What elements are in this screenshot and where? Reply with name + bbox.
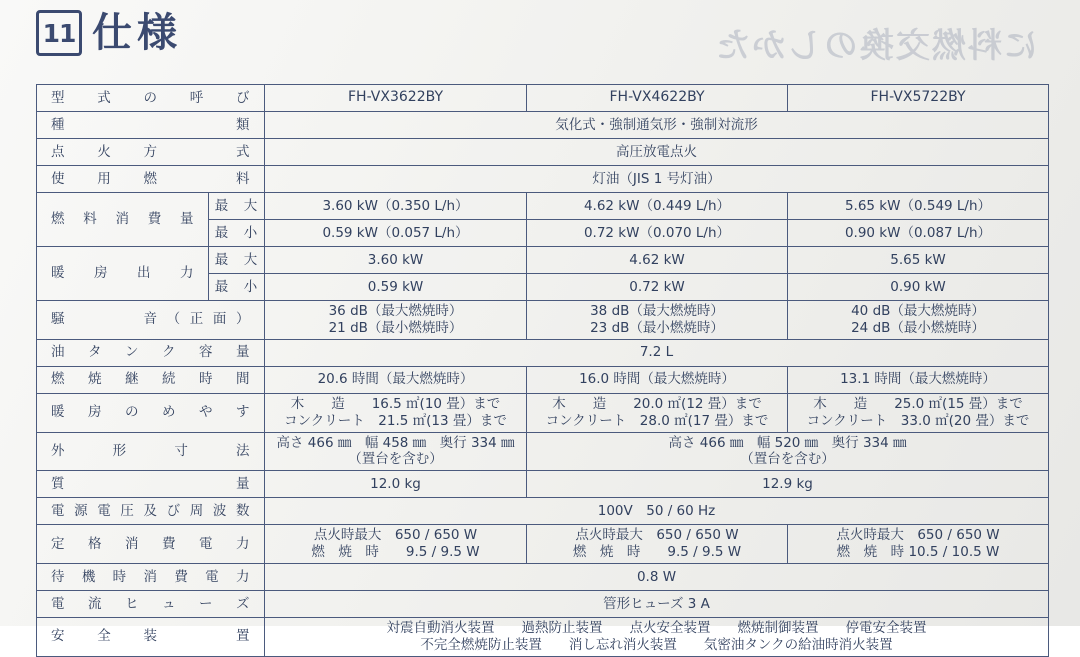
row-label: 暖 房 出 力 — [37, 247, 209, 301]
table-row-dimensions — [37, 432, 1049, 471]
value-line-2: 不完全燃焼防止装置 消し忘れ消火装置 気密油タンクの給油時消火装置 — [420, 636, 893, 653]
value-line-1: 点火時最大 650 / 650 W — [836, 527, 1000, 544]
value-cell-2: 4.62 kW — [527, 247, 788, 274]
row-label: 待 機 時 消 費 電 力 — [37, 564, 265, 591]
row-sublabel: 最 大 — [209, 193, 265, 220]
row-sublabel: 最 大 — [209, 247, 265, 274]
row-value: 灯油（JIS 1 号灯油） — [265, 166, 1049, 193]
model-cell-1: FH-VX3622BY — [265, 85, 527, 112]
value-line-2: 燃 焼 時 9.5 / 9.5 W — [311, 544, 480, 561]
value-cell-1: 0.59 kW — [265, 274, 527, 301]
model-cell-3: FH-VX5722BY — [788, 85, 1049, 112]
row-value: 高圧放電点火 — [265, 139, 1049, 166]
value-line-1: 38 dB（最大燃焼時） — [590, 303, 724, 319]
value-line-1: 点火時最大 650 / 650 W — [313, 527, 478, 544]
value-cell-3: 13.1 時間（最大燃焼時） — [788, 366, 1049, 393]
row-label: 電源電圧及び周波数 — [37, 498, 265, 525]
value-line-2: 24 dB（最小燃焼時） — [851, 319, 985, 336]
value-cell-3: 5.65 kW — [788, 247, 1049, 274]
value-line-1: 木 造 16.5 ㎡(10 畳）まで — [290, 395, 501, 412]
row-label: 質 量 — [37, 471, 265, 498]
table-row-noise — [37, 301, 1049, 340]
value-line-2: 燃 焼 時 10.5 / 10.5 W — [836, 544, 1000, 561]
value-line-1: 高さ 466 ㎜ 幅 520 ㎜ 奥行 334 ㎜ — [668, 434, 907, 451]
table-row-weight — [37, 471, 1049, 498]
value-cell-1: 3.60 kW — [265, 247, 527, 274]
value-cell-1: 0.59 kW（0.057 L/h） — [265, 220, 527, 247]
value-line-2: （置台を含む） — [348, 451, 443, 468]
row-label: 安 全 装 置 — [37, 618, 265, 657]
row-value — [265, 618, 1049, 657]
value-line-1: 40 dB（最大燃焼時） — [851, 303, 985, 319]
value-cell-1: 20.6 時間（最大燃焼時） — [265, 366, 527, 393]
value-cell-2: 0.72 kW（0.070 L/h） — [527, 220, 788, 247]
table-row-power-supply — [37, 498, 1049, 525]
row-label: 燃 焼 継 続 時 間 — [37, 366, 265, 393]
row-label: 騒 音（正面） — [37, 301, 265, 340]
value-cell-1 — [265, 525, 527, 564]
table-row-fuse — [37, 591, 1049, 618]
specification-table — [36, 84, 1049, 657]
value-line-2: 21 dB（最小燃焼時） — [328, 319, 463, 336]
value-cell-3: 0.90 kW（0.087 L/h） — [788, 220, 1049, 247]
value-line-2: （置台を含む） — [740, 451, 835, 468]
table-row-standby-power — [37, 564, 1049, 591]
table-row-model — [37, 85, 1049, 112]
table-row-heating-area — [37, 393, 1049, 432]
value-line-1: 木 造 20.0 ㎡(12 畳）まで — [552, 395, 762, 412]
value-line-1: 対震自動消火装置 過熱防止装置 点火安全装置 燃焼制御装置 停電安全装置 — [386, 620, 927, 636]
reverse-page-ghost-text: に料燃交換のしかた — [714, 26, 1038, 66]
page-title: 仕様 — [92, 10, 182, 56]
value-cell-3 — [788, 525, 1049, 564]
row-label: 油 タ ン ク 容 量 — [37, 339, 265, 366]
row-value: 100V 50 / 60 Hz — [265, 498, 1049, 525]
value-cell-2 — [527, 393, 788, 432]
row-label: 燃 料 消 費 量 — [37, 193, 209, 247]
chapter-number-badge: 11 — [36, 10, 82, 56]
value-cell-2: 0.72 kW — [527, 274, 788, 301]
value-line-2: 23 dB（最小燃焼時） — [590, 319, 724, 336]
value-line-2: コンクリート 28.0 ㎡(17 畳）まで — [545, 412, 769, 429]
value-cell-2: 12.9 kg — [527, 471, 1049, 498]
table-row-fuel — [37, 166, 1049, 193]
value-line-1: 36 dB（最大燃焼時） — [328, 303, 463, 319]
value-line-1: 木 造 25.0 ㎡(15 畳）まで — [813, 395, 1023, 412]
table-row-safety-devices — [37, 618, 1049, 657]
value-cell-1: 3.60 kW（0.350 L/h） — [265, 193, 527, 220]
value-cell-2 — [527, 525, 788, 564]
table-row-type — [37, 112, 1049, 139]
value-line-1: 高さ 466 ㎜ 幅 458 ㎜ 奥行 334 ㎜ — [276, 434, 515, 451]
row-label: 点 火 方 式 — [37, 139, 265, 166]
page-header — [36, 10, 182, 56]
table-row-rated-power — [37, 525, 1049, 564]
row-label: 暖 房 の め や す — [37, 393, 265, 432]
value-cell-1: 12.0 kg — [265, 471, 527, 498]
table-row-burn-duration — [37, 366, 1049, 393]
value-line-2: 燃 焼 時 9.5 / 9.5 W — [572, 544, 742, 561]
row-label: 定 格 消 費 電 力 — [37, 525, 265, 564]
value-line-2: コンクリート 21.5 ㎡(13 畳）まで — [284, 412, 507, 429]
row-label: 外 形 寸 法 — [37, 432, 265, 471]
value-cell-1 — [265, 432, 527, 471]
value-cell-3: 0.90 kW — [788, 274, 1049, 301]
value-cell-2: 16.0 時間（最大燃焼時） — [527, 366, 788, 393]
value-cell-3 — [788, 393, 1049, 432]
row-label: 種 類 — [37, 112, 265, 139]
value-cell-2: 4.62 kW（0.449 L/h） — [527, 193, 788, 220]
table-row-ignition — [37, 139, 1049, 166]
row-sublabel: 最 小 — [209, 220, 265, 247]
value-cell-3 — [788, 301, 1049, 340]
value-cell-2 — [527, 301, 788, 340]
row-value: 管形ヒューズ 3 A — [265, 591, 1049, 618]
model-cell-2: FH-VX4622BY — [527, 85, 788, 112]
table-row-fuel-consumption-max — [37, 193, 1049, 220]
table-row-tank-capacity — [37, 339, 1049, 366]
row-label: 電 流 ヒ ュ ー ズ — [37, 591, 265, 618]
value-line-2: コンクリート 33.0 ㎡(20 畳）まで — [806, 412, 1030, 429]
value-cell-3: 5.65 kW（0.549 L/h） — [788, 193, 1049, 220]
row-value: 7.2 L — [265, 339, 1049, 366]
value-cell-1 — [265, 393, 527, 432]
value-cell-1 — [265, 301, 527, 340]
value-cell-2 — [527, 432, 1049, 471]
row-label: 使 用 燃 料 — [37, 166, 265, 193]
table-row-heating-output-max — [37, 247, 1049, 274]
row-label: 型 式 の 呼 び — [37, 85, 265, 112]
row-value: 気化式・強制通気形・強制対流形 — [265, 112, 1049, 139]
row-value: 0.8 W — [265, 564, 1049, 591]
value-line-1: 点火時最大 650 / 650 W — [575, 527, 739, 544]
row-sublabel: 最 小 — [209, 274, 265, 301]
